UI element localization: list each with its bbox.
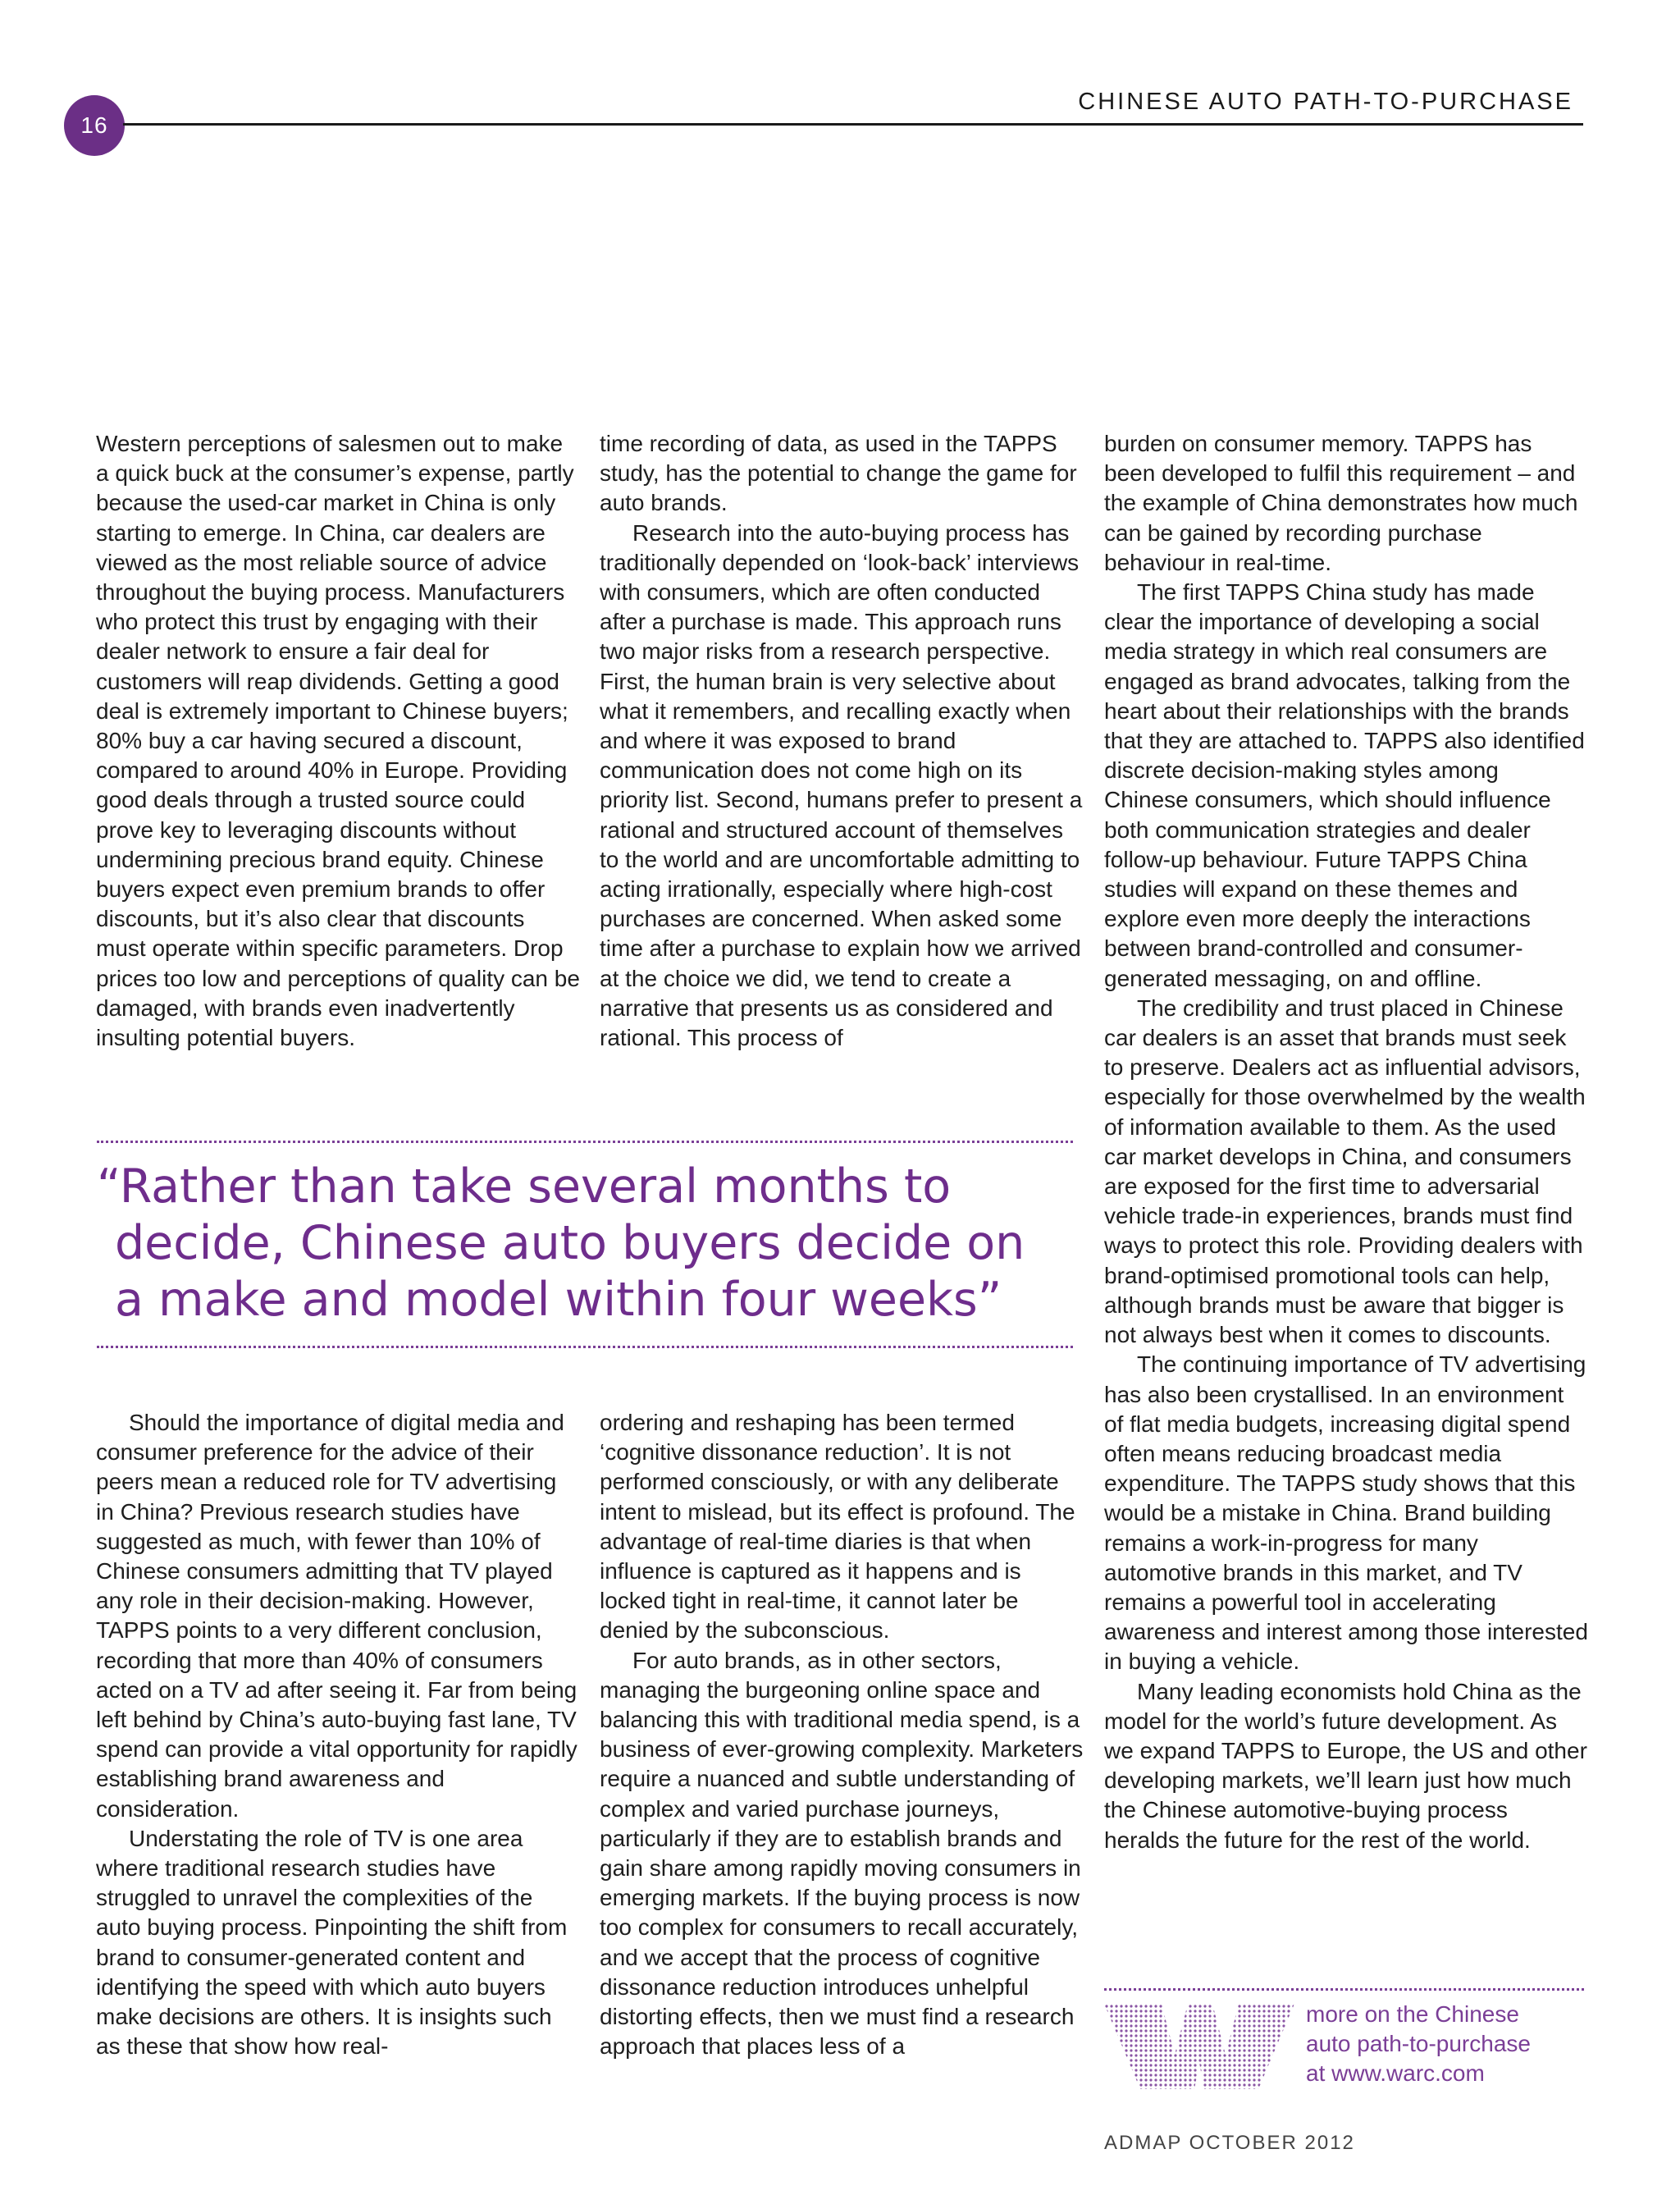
pull-quote-line: a make and model within four weeks” bbox=[115, 1273, 1002, 1327]
pull-quote-top-rule bbox=[97, 1141, 1073, 1143]
paragraph: The continuing importance of TV advertising has also been crystallised. In an environment of flat media budgets, increasing digital spend often means reducing broadcast media expenditure. The TAPPS study shows that this would be a mistake in China. Brand building remains a work-in-progress for many automotive brands in this market, and TV remains a powerful tool in accelerating awareness and interest among those interested in buying a vehicle. bbox=[1104, 1351, 1588, 1675]
paragraph: For auto brands, as in other sectors, managing the burgeoning online space and balancing this with traditional media spend, is a business of ever-growing complexity. Marketers require a nuanced and subtle understanding of complex and varied purchase journeys, particularly if they are to establish brands and gain share among rapidly moving consumers in emerging markets. If the buying process is now too complex for consumers to recall accurately, and we accept that the process of cognitive dissonance reduction introduces unhelpful distorting effects, then we must find a research approach that places less of a bbox=[600, 1647, 1084, 2060]
footer-issue: ADMAP OCTOBER 2012 bbox=[1104, 2132, 1355, 2154]
column-bottom-left bbox=[96, 1408, 580, 2061]
paragraph: ordering and reshaping has been termed ‘cognitive dissonance reduction’. It is not performed consciously, or with any deliberate intent to mislead, but its effect is profound. The advantage of real-time diaries is that when influence is captured as it happens and is locked tight in real-time, it cannot later be denied by the subconscious. bbox=[600, 1410, 1075, 1644]
paragraph: Should the importance of digital media and consumer preference for the advice of their peers mean a reduced role for TV advertising in China? Previous research studies have suggested as much, with fewer than 10% of Chinese consumers admitting that TV played any role in their decision-making. However, TAPPS points to a very different conclusion, recording that more than 40% of consumers acted on a TV ad after seeing it. Far from being left behind by China’s auto-buying fast lane, TV spend can provide a vital opportunity for rapidly establishing brand awareness and consideration. bbox=[96, 1410, 578, 1822]
column-right bbox=[1104, 429, 1588, 1855]
paragraph: Understating the role of TV is one area where traditional research studies have struggled to unravel the complexities of the auto buying process. Pinpointing the shift from brand to consumer-generated content and identifying the speed with which auto buyers make decisions are others. It is insights such as these that show how real- bbox=[96, 1825, 568, 2060]
column-top-middle bbox=[600, 429, 1084, 1053]
paragraph: time recording of data, as used in the TAPPS study, has the potential to change the game for auto brands. bbox=[600, 431, 1077, 516]
column-bottom-middle bbox=[600, 1408, 1084, 2061]
pull-quote bbox=[97, 1159, 1081, 1328]
paragraph: Western perceptions of salesmen out to make a quick buck at the consumer’s expense, partly because the used-car market in China is only starting to emerge. In China, car dealers are viewed as the most reliable source of advice throughout the buying process. Manufacturers who protect this trust by engaging with their dealer network to ensure a fair deal for customers will reap dividends. Getting a good deal is extremely important to Chinese buyers; 80% buy a car having secured a discount, compared to around 40% in Europe. Providing good deals through a trusted source could prove key to leveraging discounts without undermining precious brand equity. Chinese buyers expect even premium brands to offer discounts, but it’s also clear that discounts must operate within specific parameters. Drop prices too low and perceptions of quality can be damaged, with brands even inadvertently insulting potential buyers. bbox=[96, 431, 580, 1051]
paragraph: burden on consumer memory. TAPPS has been developed to fulfil this requirement – and the example of China demonstrates how much can be gained by recording purchase behaviour in real-time. bbox=[1104, 431, 1578, 575]
paragraph: The credibility and trust placed in Chinese car dealers is an asset that brands must seek to preserve. Dealers act as influential advisors, especially for those overwhelmed by the wealth of information available to them. As the used car market develops in China, and consumers are exposed for the first time to adversarial vehicle trade-in experiences, brands must find ways to protect this role. Providing dealers with brand-optimised promotional tools can help, although brands must be aware that bigger is not always best when it comes to discounts. bbox=[1104, 995, 1586, 1348]
promo-line: more on the Chinese bbox=[1306, 2001, 1519, 2027]
paragraph: Many leading economists hold China as the model for the world’s future development. As we expand TAPPS to Europe, the US and other developing markets, we’ll learn just how much the Chinese automotive-buying process heralds the future for the rest of the world. bbox=[1104, 1678, 1587, 1853]
promo-text[interactable] bbox=[1306, 2000, 1585, 2088]
section-title: CHINESE AUTO PATH-TO-PURCHASE bbox=[1078, 89, 1573, 115]
header-rule bbox=[123, 123, 1583, 126]
paragraph: The first TAPPS China study has made clear the importance of developing a social media strategy in which real consumers are engaged as brand advocates, talking from the heart about their relationships with the brands that they are attached to. TAPPS also identified discrete decision-making styles among Chinese consumers, which should influence both communication strategies and dealer follow-up behaviour. Future TAPPS China studies will expand on these themes and explore even more deeply the interactions between brand-controlled and consumer-generated messaging, on and offline. bbox=[1104, 579, 1585, 991]
column-top-left bbox=[96, 429, 580, 1053]
promo-link[interactable]: at www.warc.com bbox=[1306, 2060, 1485, 2086]
pull-quote-line: decide, Chinese auto buyers decide on bbox=[115, 1216, 1025, 1270]
page-number-badge bbox=[64, 95, 125, 156]
pull-quote-line: “Rather than take several months to bbox=[97, 1159, 952, 1214]
paragraph: Research into the auto-buying process has traditionally depended on ‘look-back’ interviews with consumers, which are often conducted after a purchase is made. This approach runs two major risks from a research perspective. First, the human brain is very selective about what it remembers, and recalling exactly when and where it was exposed to brand communication does not come high on its priority list. Second, humans prefer to present a rational and structured account of themselves to the world and are uncomfortable admitting to acting irrationally, especially where high-cost purchases are concerned. When asked some time after a purchase to explain how we arrived at the choice we did, we tend to create a narrative that presents us as considered and rational. This process of bbox=[600, 519, 1083, 1051]
warc-w-logo-icon bbox=[1104, 2004, 1294, 2093]
pull-quote-bottom-rule bbox=[97, 1346, 1073, 1348]
promo-line: auto path-to-purchase bbox=[1306, 2031, 1531, 2056]
page-number: 16 bbox=[80, 112, 108, 138]
promo-rule bbox=[1104, 1988, 1584, 1991]
